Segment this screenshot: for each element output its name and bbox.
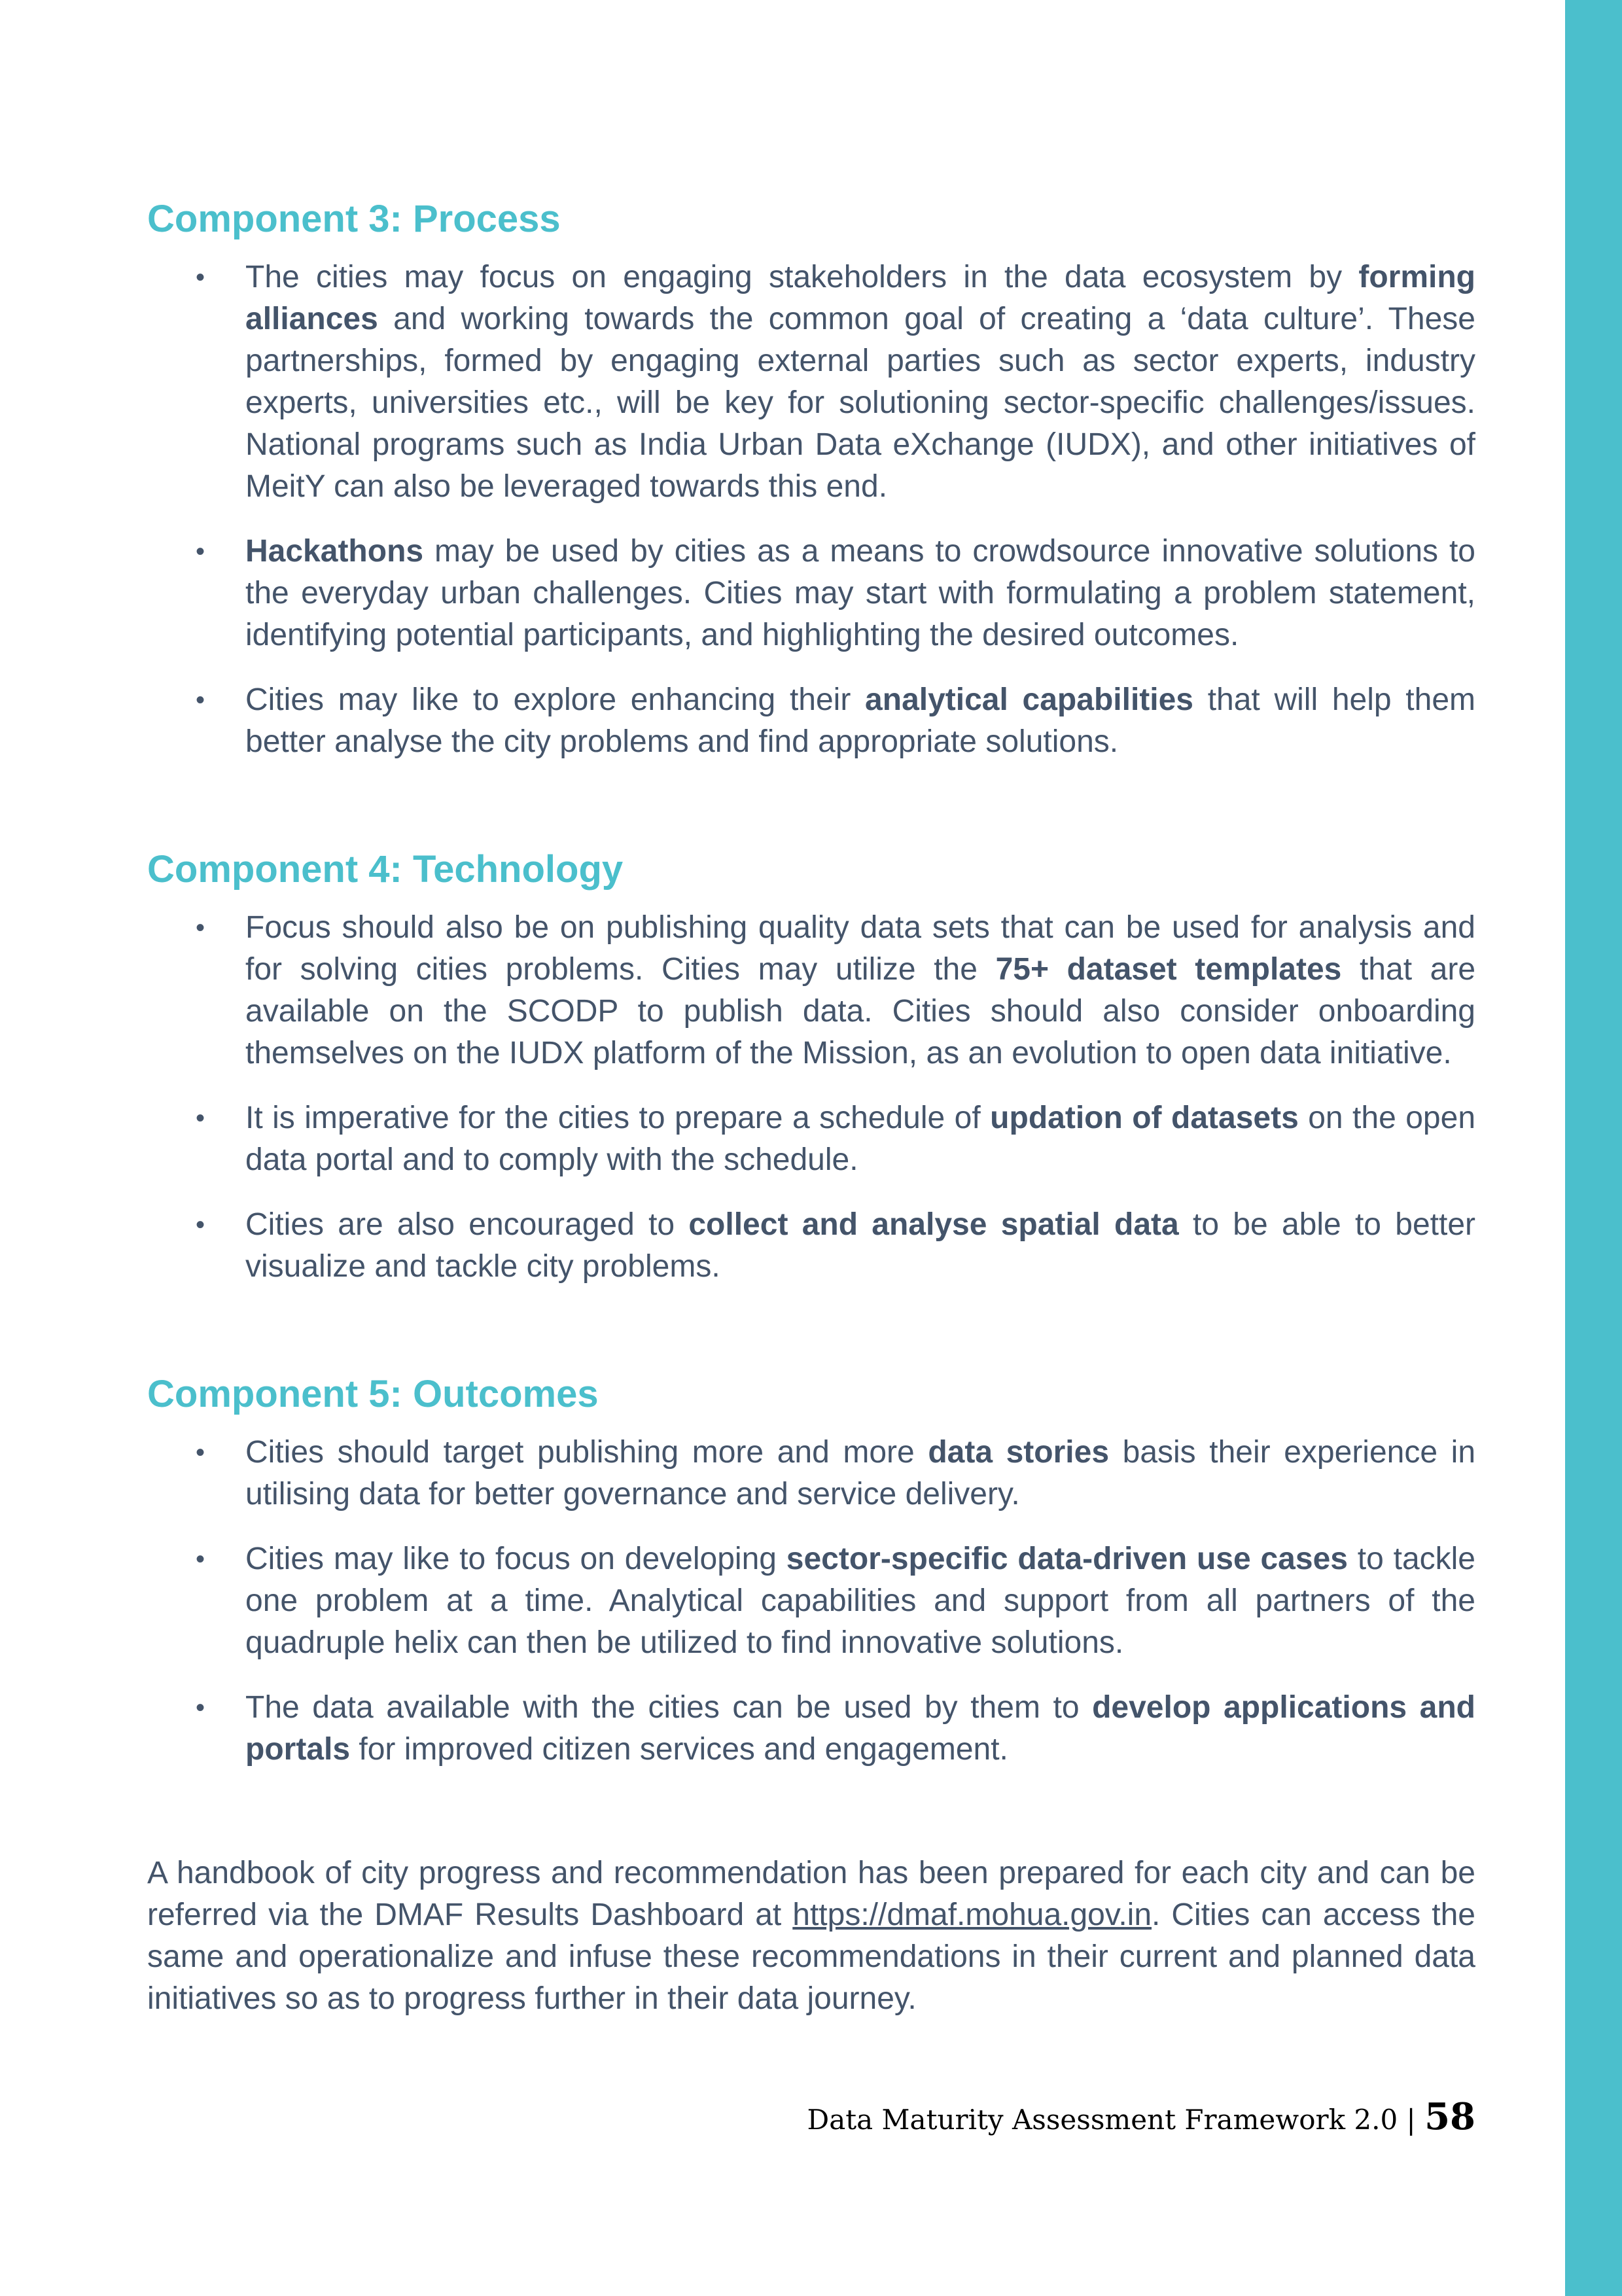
list-item <box>147 531 1475 656</box>
list-item <box>147 1204 1475 1288</box>
body-text: and working towards the common goal of creating a ‘data culture’. These partnerships, formed by engaging external parties such as sector experts, industry experts, universities etc., will be key for solutioning sector-specific challenges/issues. National programs such as India Urban Data eXchange (IUDX), and other initiatives of MeitY can also be leveraged towards this end. <box>245 302 1475 504</box>
body-text: that will help them better analyse the city problems and find appropriate solutions. <box>245 682 1476 759</box>
list-item <box>147 1538 1475 1664</box>
bold-phrase: 75+ dataset templates <box>995 952 1342 987</box>
bullet-icon: • <box>196 1210 205 1239</box>
closing-text-after-link: . Cities can access the same and operationalize and infuse these recommendations in their current and planned data initiatives so as to progress further in their data journey. <box>147 1898 1475 2016</box>
body-text: to be able to better visualize and tackle city problems. <box>245 1207 1475 1284</box>
body-text: Focus should also be on publishing quality data sets that can be used for analysis and for solving cities problems. Cities may utilize the <box>245 910 1475 987</box>
bold-phrase: collect and analyse spatial data <box>688 1207 1179 1242</box>
body-text: on the open data portal and to comply with the schedule. <box>245 1101 1476 1177</box>
bullet-icon: • <box>196 263 205 292</box>
body-text: The data available with the cities can be used by them to <box>245 1690 1093 1725</box>
bold-phrase: sector-specific data-driven use cases <box>786 1542 1348 1576</box>
body-text: Cities should target publishing more and more <box>245 1435 928 1470</box>
footer-separator: | <box>1406 2104 1416 2136</box>
section-heading: Component 3: Process <box>147 198 561 240</box>
bold-phrase: updation of datasets <box>990 1101 1299 1135</box>
list-item <box>147 1097 1475 1181</box>
body-text: Cities are also encouraged to <box>245 1207 689 1242</box>
bold-phrase: data stories <box>928 1435 1110 1470</box>
bullet-list <box>147 1432 1475 1771</box>
bullet-icon: • <box>196 913 205 942</box>
body-text: It is imperative for the cities to prepare a schedule of <box>245 1101 991 1135</box>
closing-paragraph <box>147 1852 1475 2020</box>
page-footer <box>807 2091 1475 2146</box>
bullet-icon: • <box>196 1104 205 1133</box>
list-item <box>147 1432 1475 1515</box>
section-heading: Component 4: Technology <box>147 848 624 891</box>
bullet-icon: • <box>196 686 205 715</box>
list-item <box>147 1687 1475 1771</box>
page-content <box>147 183 1475 2020</box>
list-item <box>147 256 1475 508</box>
page-number: 58 <box>1424 2095 1475 2138</box>
bullet-icon: • <box>196 1438 205 1467</box>
body-text: for improved citizen services and engagement. <box>350 1732 1008 1767</box>
bold-phrase: Hackathons <box>245 534 424 569</box>
body-text: Cities may like to explore enhancing their <box>245 682 866 717</box>
list-item <box>147 679 1475 763</box>
bold-phrase: develop applications and portals <box>245 1690 1475 1767</box>
body-text: Cities may like to focus on developing <box>245 1542 786 1576</box>
body-text: may be used by cities as a means to crowdsource innovative solutions to the everyday urban challenges. Cities may start with formulating a problem statement, identifying potential participants, and highlighting the desired outcomes. <box>245 534 1475 652</box>
bullet-icon: • <box>196 537 205 566</box>
body-text: to tackle one problem at a time. Analytical capabilities and support from all partners of the quadruple helix can then be utilized to find innovative solutions. <box>245 1542 1476 1660</box>
bullet-icon: • <box>196 1545 205 1574</box>
body-text: basis their experience in utilising data for better governance and service delivery. <box>245 1435 1476 1511</box>
bold-phrase: analytical capabilities <box>865 682 1193 717</box>
bullet-icon: • <box>196 1693 205 1722</box>
bold-phrase: forming alliances <box>245 260 1475 336</box>
bullet-list <box>147 907 1475 1288</box>
body-text: The cities may focus on engaging stakeholders in the data ecosystem by <box>245 260 1359 294</box>
dashboard-link[interactable]: https://dmaf.mohua.gov.in <box>792 1898 1152 1932</box>
sections-container <box>147 183 1475 1771</box>
body-text: that are available on the SCODP to publish data. Cities should also consider onboarding themselves on the IUDX platform of the Mission, as an evolution to open data initiative. <box>245 952 1476 1070</box>
list-item <box>147 907 1475 1074</box>
footer-doc-title: Data Maturity Assessment Framework 2.0 <box>807 2104 1398 2136</box>
section-heading: Component 5: Outcomes <box>147 1373 599 1415</box>
closing-text-before-link: A handbook of city progress and recommendation has been prepared for each city and can be referred via the DMAF Results Dashboard at <box>147 1856 1475 1932</box>
side-accent-bar <box>1565 0 1622 2296</box>
bullet-list <box>147 256 1475 763</box>
